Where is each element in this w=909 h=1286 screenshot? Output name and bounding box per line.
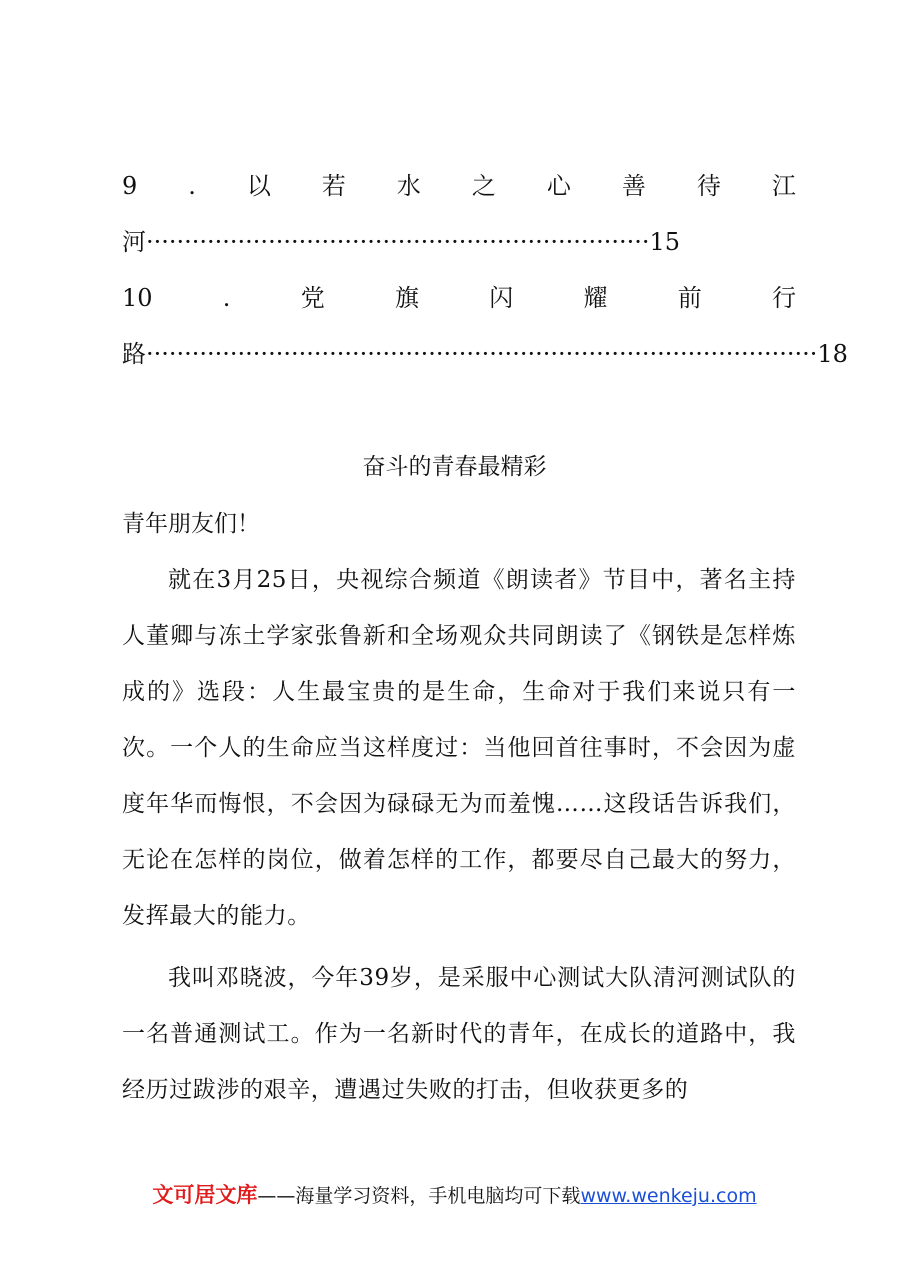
toc-char: 耀 <box>583 284 608 312</box>
toc-entry-10-leader-line[interactable] <box>122 338 848 370</box>
toc-char: 江 <box>771 172 796 200</box>
article-salutation: 青年朋友们！ <box>122 511 260 537</box>
footer-link[interactable]: www.wenkeju.com <box>580 1185 757 1207</box>
article-title: 奋斗的青春最精彩 <box>362 454 547 480</box>
article-paragraph-2: 我叫邓晓波，今年39岁，是采服中心测试大队清河测试队的一名普通测试工。作为一名新时代的青年，在成长的道路中，我经历过跋涉的艰辛，遭遇过失败的打击，但收获更多的 <box>122 965 796 1103</box>
toc-char: 河 <box>122 228 146 256</box>
toc-char: 行 <box>771 284 796 312</box>
toc-entry-9-leader-line[interactable] <box>122 226 796 258</box>
toc-char: 路 <box>122 340 146 368</box>
toc-char: 善 <box>621 172 646 200</box>
toc-char: 闪 <box>489 284 514 312</box>
toc-leader-dots: ························································································ <box>146 340 818 368</box>
toc-entry-10-title[interactable] <box>122 282 796 314</box>
toc-page-number: 15 <box>649 228 681 256</box>
toc-char: 9 <box>122 172 138 200</box>
toc-char: 心 <box>546 172 571 200</box>
toc-char: 之 <box>471 172 496 200</box>
toc-char: 10 <box>122 284 153 312</box>
footer-slogan: ——海量学习资料，手机电脑均可下载 <box>257 1185 581 1207</box>
page-footer <box>0 1180 909 1211</box>
toc-char: 待 <box>696 172 721 200</box>
toc-leader-dots: ·································································· <box>146 228 650 256</box>
toc-char: 前 <box>677 284 702 312</box>
toc-page-number: 18 <box>817 340 848 368</box>
toc-char: 水 <box>396 172 421 200</box>
toc-entry-9-title[interactable] <box>122 170 796 202</box>
article-paragraph-1: 就在3月25日，央视综合频道《朗读者》节目中，著名主持人董卿与冻土学家张鲁新和全场观众共同朗读了《钢铁是怎样炼成的》选段：人生最宝贵的是生命，生命对于我们来说只有一次。一个人的生命应当这样度过：当他回首往事时，不会因为虚度年华而悔恨，不会因为碌碌无为而羞愧……这段话告诉我们，无论在怎样的岗位，做着怎样的工作，都要尽自己最大的努力，发挥最大的能力。 <box>122 567 796 929</box>
footer-brand: 文可居文库 <box>152 1183 258 1207</box>
toc-char: 以 <box>246 172 271 200</box>
toc-char: . <box>222 284 231 312</box>
toc-char: 旗 <box>394 284 419 312</box>
toc-char: 若 <box>321 172 346 200</box>
toc-char: . <box>188 172 196 200</box>
toc-char: 党 <box>300 284 325 312</box>
